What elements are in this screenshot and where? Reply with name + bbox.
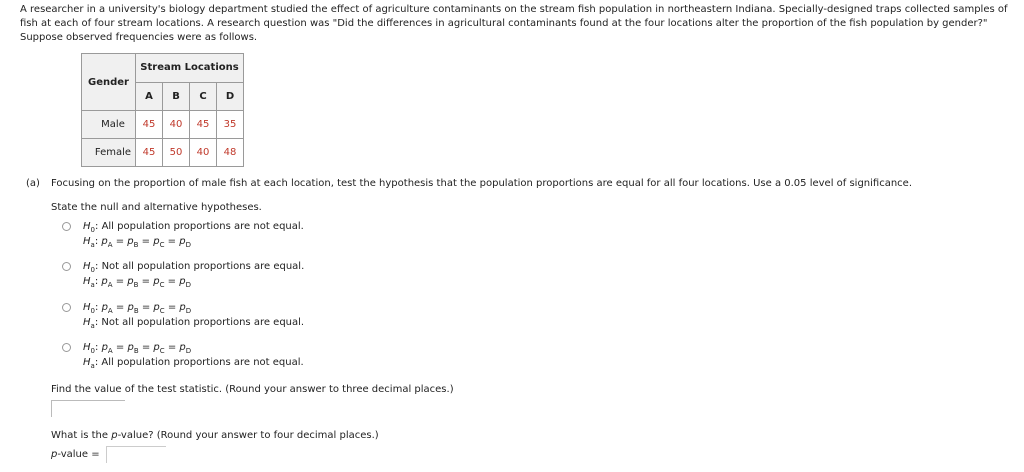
table-cell: 45 (136, 139, 163, 167)
test-statistic-input[interactable] (51, 400, 125, 417)
stream-locations-header: Stream Locations (136, 54, 244, 83)
radio-button[interactable] (62, 303, 71, 312)
row-label-female: Female (82, 139, 136, 167)
option-1-ha-formula: $H_a$: $p_A = p_B = p_C = p_D$ (83, 236, 191, 249)
column-header-b: B (163, 82, 190, 111)
column-header-d: D (217, 82, 244, 111)
table-cell: 35 (217, 111, 244, 139)
radio-button[interactable] (62, 262, 71, 271)
option-3-ha-text: Not all population proportions are equal. (101, 317, 305, 328)
p-value-prompt: What is the p-value? (Round your answer to four decimal places.) (51, 430, 379, 441)
p-value-input[interactable] (106, 446, 166, 463)
column-header-a: A (136, 82, 163, 111)
option-4-ha-text: All population proportions are not equal. (101, 357, 304, 368)
state-hypotheses-prompt: State the null and alternative hypotheses. (51, 202, 262, 213)
table-cell: 50 (163, 139, 190, 167)
part-a-question: Focusing on the proportion of male fish at each location, test the hypothesis that the population proportions are equal for all four locations. Use a 0.05 level of significance. (51, 178, 913, 189)
table-cell: 45 (190, 111, 217, 139)
radio-button[interactable] (62, 343, 71, 352)
row-label-male: Male (82, 111, 136, 139)
column-header-c: C (190, 82, 217, 111)
table-cell: 40 (190, 139, 217, 167)
option-2-ha-formula: $H_a$: $p_A = p_B = p_C = p_D$ (83, 276, 191, 289)
frequency-table (81, 53, 244, 167)
table-row (82, 139, 244, 167)
table-cell: 45 (136, 111, 163, 139)
option-3-h0-formula: $H_0$: $p_A = p_B = p_C = p_D$ (83, 302, 192, 315)
option-4-h0-formula: $H_0$: $p_A = p_B = p_C = p_D$ (83, 342, 192, 355)
gender-header: Gender (82, 54, 136, 111)
test-statistic-prompt: Find the value of the test statistic. (Round your answer to three decimal places.) (51, 384, 454, 395)
option-1-h0-text: All population proportions are not equal. (101, 221, 304, 232)
problem-intro: A researcher in a university's biology department studied the effect of agriculture contaminants on the stream fish population in northeastern Indiana. Specially-designed traps collected samples of fish at each of four stream locations. A research question was "Did the differences in agricultural contaminants found at the four locations alter the proportion of the fish population by gender?" Suppose observed frequencies were as follows. (20, 4, 1008, 43)
p-value-label: p-value = (51, 449, 100, 460)
table-cell: 40 (163, 111, 190, 139)
radio-button[interactable] (62, 222, 71, 231)
option-2-h0-text: Not all population proportions are equal. (101, 261, 305, 272)
table-cell: 48 (217, 139, 244, 167)
table-row (82, 111, 244, 139)
part-a-label: (a) (26, 178, 40, 189)
